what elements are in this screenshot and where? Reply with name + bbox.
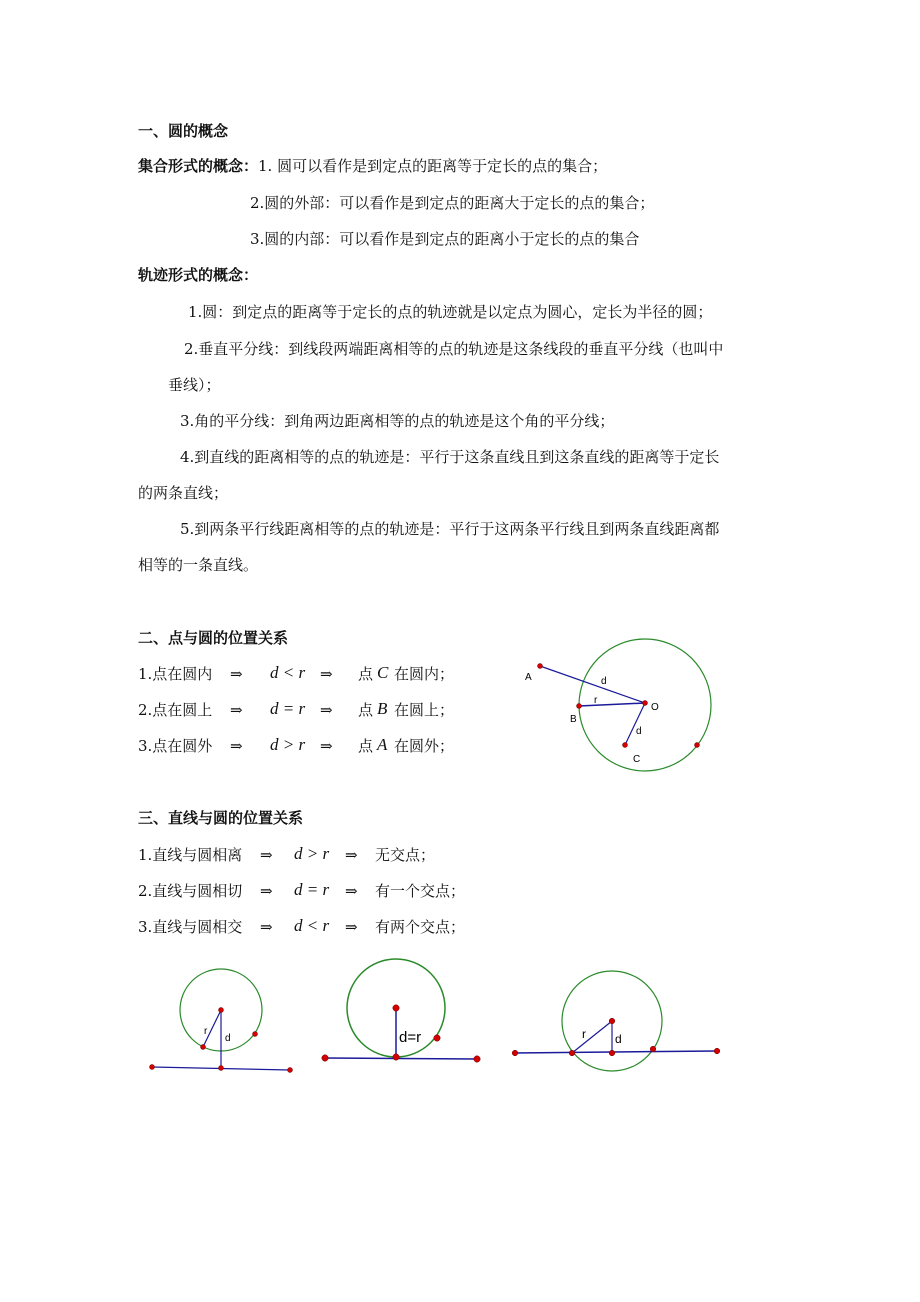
implies-arrow: ⇒ [230, 737, 243, 755]
section3-heading: 三、直线与圆的位置关系 [138, 809, 304, 827]
set-item-1: 1. 圆可以看作是到定点的距离等于定长的点的集合； [258, 157, 608, 175]
row-point: B [377, 699, 388, 718]
label-c: C [633, 754, 641, 765]
label-b: B [570, 714, 577, 725]
locus-item-5-cont: 相等的一条直线。 [138, 556, 259, 574]
row-case: 2.直线与圆相切 [138, 882, 243, 900]
locus-item-4: 4.到直线的距离相等的点的轨迹是：平行于这条直线且到这条直线的距离等于定长 [180, 448, 720, 466]
line-circle-intersect-diagram [512, 971, 720, 1071]
section2-heading: 二、点与圆的位置关系 [138, 629, 289, 647]
row-result-post: 在圆上； [394, 701, 455, 719]
implies-arrow: ⇒ [230, 701, 243, 719]
row-result: 有两个交点； [375, 918, 466, 936]
row-case: 3.直线与圆相交 [138, 918, 243, 936]
locus-item-2: 2.垂直平分线：到线段两端距离相等的点的轨迹是这条线段的垂直平分线（也叫中 [184, 340, 724, 358]
implies-arrow: ⇒ [320, 665, 333, 683]
locus-item-1: 1.圆：到定点的距离等于定长的点的轨迹就是以定点为圆心，定长为半径的圆； [188, 303, 713, 321]
row-relation: d = r [270, 699, 306, 718]
label-d2: d [636, 726, 642, 737]
locus-item-5: 5.到两条平行线距离相等的点的轨迹是：平行于这两条平行线且到两条直线距离都 [180, 520, 720, 538]
row-relation: d > r [270, 735, 306, 754]
label-d1: d [601, 676, 607, 687]
label-a: A [525, 672, 532, 683]
locus-item-3: 3.角的平分线：到角两边距离相等的点的轨迹是这个角的平分线； [180, 412, 615, 430]
implies-arrow: ⇒ [260, 918, 273, 936]
implies-arrow: ⇒ [345, 882, 358, 900]
row-result-pre: 点 [358, 701, 374, 719]
row-result-post: 在圆外； [394, 737, 455, 755]
implies-arrow: ⇒ [260, 846, 273, 864]
locus-item-2-cont: 垂线）； [168, 376, 221, 394]
row-result: 有一个交点； [375, 882, 466, 900]
label-d: d [225, 1033, 231, 1044]
implies-arrow: ⇒ [320, 701, 333, 719]
set-item-3: 3.圆的内部：可以看作是到定点的距离小于定长的点的集合 [250, 230, 640, 248]
implies-arrow: ⇒ [345, 846, 358, 864]
row-relation: d < r [270, 663, 306, 682]
row-relation: d = r [294, 880, 330, 899]
row-relation: d > r [294, 844, 330, 863]
locus-item-4-cont: 的两条直线； [138, 484, 229, 502]
set-item-2: 2.圆的外部：可以看作是到定点的距离大于定长的点的集合； [250, 194, 655, 212]
point-circle-diagram [525, 639, 711, 771]
row-case: 1.直线与圆相离 [138, 846, 243, 864]
implies-arrow: ⇒ [345, 918, 358, 936]
label-o: O [651, 702, 659, 713]
implies-arrow: ⇒ [320, 737, 333, 755]
locus-concept-label: 轨迹形式的概念： [138, 266, 259, 284]
label-d: d [615, 1032, 622, 1046]
row-relation: d < r [294, 916, 330, 935]
row-result-pre: 点 [358, 737, 374, 755]
section1-heading: 一、圆的概念 [138, 122, 229, 140]
line-circle-separate-diagram [150, 969, 293, 1073]
row-case: 1.点在圆内 [138, 665, 213, 683]
row-case: 3.点在圆外 [138, 737, 213, 755]
set-concept-label: 集合形式的概念： [138, 157, 259, 175]
label-r: r [594, 695, 598, 706]
label-r: r [204, 1026, 208, 1037]
implies-arrow: ⇒ [230, 665, 243, 683]
row-point: A [377, 735, 388, 754]
row-result-post: 在圆内； [394, 665, 455, 683]
implies-arrow: ⇒ [260, 882, 273, 900]
row-case: 2.点在圆上 [138, 701, 213, 719]
row-result-pre: 点 [358, 665, 374, 683]
label-r: r [582, 1027, 586, 1041]
label-d-equals-r: d=r [399, 1029, 422, 1046]
row-result: 无交点； [375, 846, 436, 864]
line-circle-tangent-diagram [322, 959, 480, 1062]
row-point: C [377, 663, 389, 682]
